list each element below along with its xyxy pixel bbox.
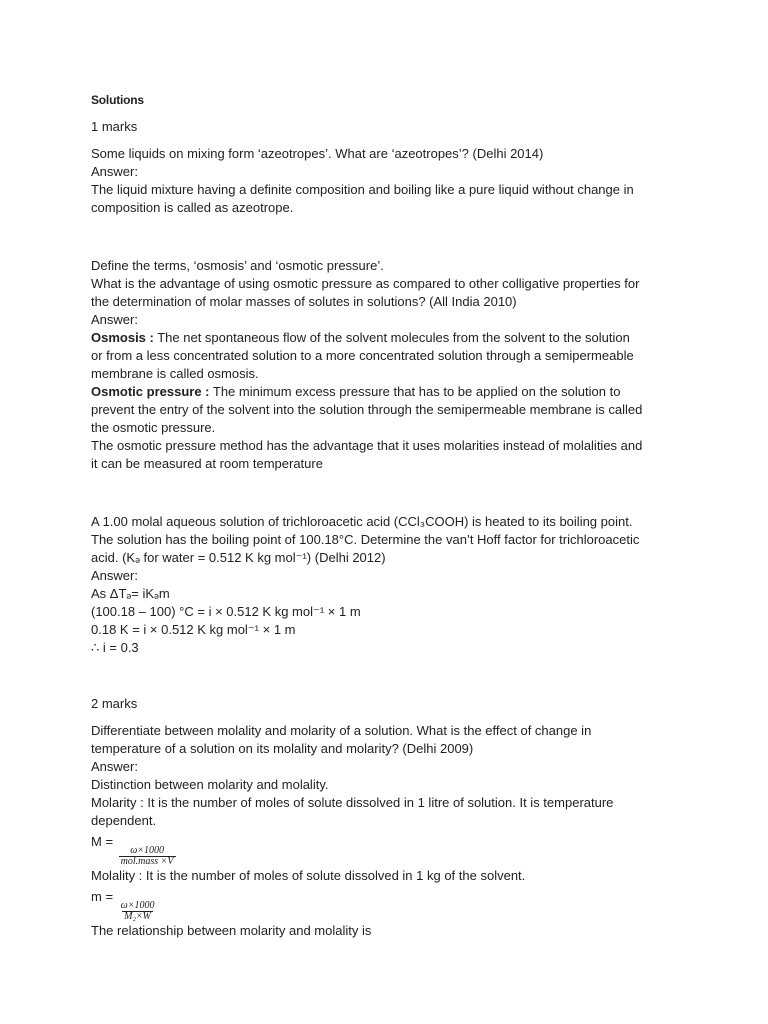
- definition-text: The net spontaneous flow of the solvent molecules from the solvent to the solution: [153, 330, 630, 345]
- answer-text: [91, 383, 691, 401]
- question-text: temperature of a solution on its molality and molarity? (Delhi 2009): [91, 741, 474, 756]
- answer-label: Answer:: [91, 312, 138, 327]
- question-text: acid. (Kₔ for water = 0.512 K kg mol⁻¹) (Delhi 2012): [91, 550, 386, 565]
- answer-text: The liquid mixture having a definite composition and boiling like a pure liquid without change in: [91, 182, 634, 197]
- solution-step: (100.18 – 100) °C = i × 0.512 K kg mol⁻¹ × 1 m: [91, 604, 361, 619]
- answer-text: prevent the entry of the solvent into the solution through the semipermeable membrane is called: [91, 402, 643, 417]
- answer-text: or from a less concentrated solution to a more concentrated solution through a semipermeable: [91, 348, 634, 363]
- question-text: A 1.00 molal aqueous solution of trichloroacetic acid (CCl₃COOH) is heated to its boiling point.: [91, 514, 633, 529]
- fraction-numerator: ω×1000: [130, 845, 165, 856]
- answer-label: Answer:: [91, 568, 138, 583]
- question-block: [91, 513, 691, 657]
- question-block: [91, 257, 691, 473]
- section-heading: 1 marks: [91, 119, 138, 134]
- answer-text: membrane is called osmosis.: [91, 366, 259, 381]
- section-heading: 2 marks: [91, 696, 138, 711]
- solution-step: ∴ i = 0.3: [91, 640, 139, 655]
- definition-text: The minimum excess pressure that has to be applied on the solution to: [209, 384, 621, 399]
- term-osmosis: Osmosis :: [91, 330, 154, 345]
- answer-text: Molarity : It is the number of moles of solute dissolved in 1 litre of solution. It is temperature: [91, 795, 614, 810]
- answer-text: the osmotic pressure.: [91, 420, 216, 435]
- answer-text: dependent.: [91, 813, 157, 828]
- question-text: Differentiate between molality and molarity of a solution. What is the effect of change in: [91, 723, 592, 738]
- fraction-denominator: M₂×W: [124, 911, 152, 922]
- fraction-denominator: mol.mass ×V: [120, 856, 174, 867]
- question-block: [91, 145, 691, 217]
- answer-label: Answer:: [91, 759, 138, 774]
- formula-lhs: m =: [91, 889, 114, 904]
- solution-step: As ΔTₔ= iKₔm: [91, 586, 170, 601]
- answer-label: Answer:: [91, 164, 138, 179]
- question-text: What is the advantage of using osmotic pressure as compared to other colligative properties for: [91, 276, 640, 291]
- term-osmotic-pressure: Osmotic pressure :: [91, 384, 210, 399]
- formula-lhs: M =: [91, 834, 114, 849]
- answer-text: The osmotic pressure method has the advantage that it uses molarities instead of molalities and: [91, 438, 643, 453]
- question-block: [91, 722, 691, 940]
- document-page: [91, 93, 691, 940]
- question-text: The solution has the boiling point of 100.18°C. Determine the van’t Hoff factor for trichloroacetic: [91, 532, 640, 547]
- answer-text: it can be measured at room temperature: [91, 456, 323, 471]
- molality-formula: [91, 885, 691, 922]
- fraction-numerator: ω×1000: [120, 900, 155, 911]
- answer-text: [91, 329, 691, 347]
- answer-text: The relationship between molarity and molality is: [91, 923, 372, 938]
- answer-text: Molality : It is the number of moles of solute dissolved in 1 kg of the solvent.: [91, 868, 526, 883]
- fraction: [119, 901, 157, 922]
- answer-text: composition is called as azeotrope.: [91, 200, 294, 215]
- solution-step: 0.18 K = i × 0.512 K kg mol⁻¹ × 1 m: [91, 622, 296, 637]
- molarity-formula: [91, 830, 691, 867]
- answer-text: Distinction between molarity and molality.: [91, 777, 329, 792]
- question-text: Some liquids on mixing form ‘azeotropes’. What are ‘azeotropes’? (Delhi 2014): [91, 146, 544, 161]
- question-text: Define the terms, ‘osmosis’ and ‘osmotic pressure’.: [91, 258, 384, 273]
- question-text: the determination of molar masses of solutes in solutions? (All India 2010): [91, 294, 517, 309]
- fraction: [119, 846, 176, 867]
- document-title: Solutions: [91, 93, 144, 107]
